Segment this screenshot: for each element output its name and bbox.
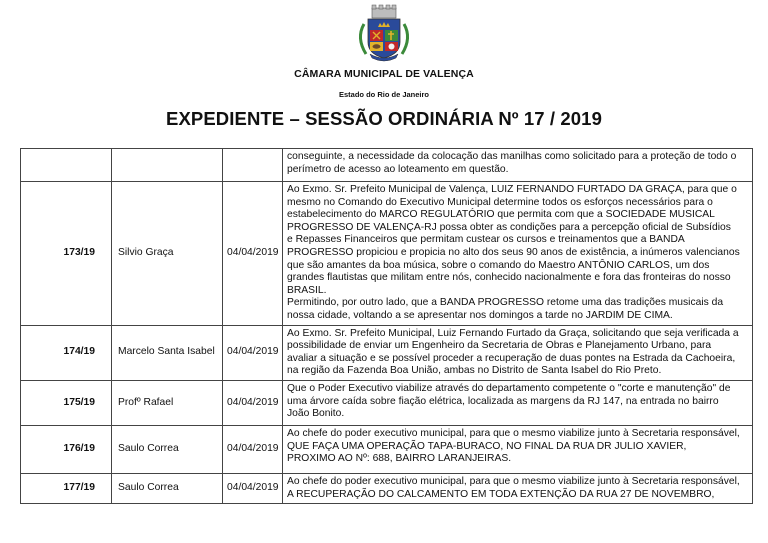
proposal-text-line: grandes flautistas que militam entre nós, conhecido nacionalmente e fora das fronteiras do nosso bbox=[287, 272, 731, 284]
organization-name: CÂMARA MUNICIPAL DE VALENÇA bbox=[294, 68, 474, 80]
table-row bbox=[21, 325, 753, 380]
proposal-date bbox=[223, 149, 283, 182]
proposal-number bbox=[21, 149, 112, 182]
proposal-date: 04/04/2019 bbox=[223, 473, 283, 503]
proposal-number: 177/19 bbox=[21, 473, 112, 503]
proposal-text bbox=[283, 425, 753, 473]
proposal-text-line: estabelecimento do MARCO REGULATÓRIO que permita com que a SOCIEDADE MUSICAL bbox=[287, 209, 715, 221]
proposal-text-line: Ao chefe do poder executivo municipal, para que o mesmo viabilize junto à Secretaria responsável, bbox=[287, 475, 740, 487]
proposal-text-line: avaliar a situação e se possível proceder a recuperação de duas pontes na Estrada da Cachoeira, bbox=[287, 352, 736, 364]
proposal-text-line: possibilidade de enviar um Engenheiro da Secretaria de Obras e Planejamento Urbano, para bbox=[287, 340, 712, 352]
table-row bbox=[21, 473, 753, 503]
proposal-text-line: PROGRESSO propiciou e propicia no alto dos seus 90 anos de existência, a inúmeros valencianos bbox=[287, 246, 740, 258]
proposal-text-line: PROGRESSO DE VALENÇA-RJ possa obter as condições para a percepção oficial de Subsídios bbox=[287, 221, 731, 233]
proposal-number: 174/19 bbox=[21, 325, 112, 380]
proposal-text bbox=[283, 380, 753, 425]
proposal-text bbox=[283, 325, 753, 380]
proposal-number: 175/19 bbox=[21, 380, 112, 425]
proposal-text-line: mesmo no Comando do Executivo Municipal determine todos os esforços necessários para o bbox=[287, 196, 713, 208]
proposal-text-line: nossa cidade, voltando a se apresentar nos domingos a tarde no JARDIM DE CIMA. bbox=[287, 309, 673, 321]
proposal-text-line: que são amantes da boa música, sobre o comando do Maestro ANTÔNIO CARLOS, um dos bbox=[287, 259, 710, 271]
proposal-text-line: QUE FAÇA UMA OPERAÇÃO TAPA-BURACO, NO FINAL DA RUA DR JULIO XAVIER, bbox=[287, 440, 687, 452]
proposal-text-line: BRASIL. bbox=[287, 284, 327, 296]
proposal-date: 04/04/2019 bbox=[223, 325, 283, 380]
proposal-author: Saulo Correa bbox=[112, 425, 223, 473]
proposal-author: Marcelo Santa Isabel bbox=[112, 325, 223, 380]
proposal-text bbox=[283, 182, 753, 326]
proposal-date: 04/04/2019 bbox=[223, 425, 283, 473]
proposal-text bbox=[283, 149, 753, 182]
proposal-number: 173/19 bbox=[21, 182, 112, 326]
proposal-text-line: Ao chefe do poder executivo municipal, para que o mesmo viabilize junto à Secretaria responsável, bbox=[287, 427, 740, 439]
proposal-text-line: e Repasses Financeiros que permitam custear os cursos e treinamentos que a BANDA bbox=[287, 234, 685, 246]
document-title: EXPEDIENTE – SESSÃO ORDINÁRIA Nº 17 / 2019 bbox=[166, 108, 602, 129]
proposal-author: Profº Rafael bbox=[112, 380, 223, 425]
proposal-text-line: PROXIMO AO Nº: 688, BAIRRO LARANJEIRAS. bbox=[287, 453, 512, 465]
table-row bbox=[21, 149, 753, 182]
proposal-text-line: na região da Fazenda Boa União, ambas no Distrito de Santa Isabel do Rio Preto. bbox=[287, 365, 662, 377]
proposal-date: 04/04/2019 bbox=[223, 182, 283, 326]
proposal-text-line: João Bonito. bbox=[287, 408, 345, 420]
proposal-text-line: Ao Exmo. Sr. Prefeito Municipal de Valença, LUIZ FERNANDO FURTADO DA GRAÇA, para que o bbox=[287, 184, 737, 195]
proposal-text-line: uma árvore caída sobre fiação elétrica, localizada as margens da RJ 147, na entrada no bairro bbox=[287, 395, 719, 407]
proposal-author: Silvio Graça bbox=[112, 182, 223, 326]
proposal-text-line: conseguinte, a necessidade da colocação das manilhas como solicitado para a proteção de todo o bbox=[287, 151, 737, 162]
table-row bbox=[21, 380, 753, 425]
proposal-author: Saulo Correa bbox=[112, 473, 223, 503]
proposal-text-line: Permitindo, por outro lado, que a BANDA PROGRESSO retome uma das tradições musicais da bbox=[287, 297, 724, 309]
proposal-text-line: Que o Poder Executivo viabilize através do departamento competente o "corte e manutenção" de bbox=[287, 382, 731, 394]
proposal-date: 04/04/2019 bbox=[223, 380, 283, 425]
table-row bbox=[21, 425, 753, 473]
proposal-author bbox=[112, 149, 223, 182]
state-name: Estado do Rio de Janeiro bbox=[338, 90, 429, 99]
proposal-text-line: perímetro de acesso ao loteamento em questão. bbox=[287, 163, 509, 175]
proposal-text-line: Ao Exmo. Sr. Prefeito Municipal, Luiz Fernando Furtado da Graça, solicitando que seja verificada a bbox=[287, 327, 739, 339]
proposal-text-line: A RECUPERAÇÃO DO CALCAMENTO EM TODA EXTENÇÃO DA RUA 27 DE NOVEMBRO, bbox=[287, 488, 715, 500]
proposal-text bbox=[283, 473, 753, 503]
proposals-table bbox=[20, 148, 753, 504]
coat-of-arms-icon bbox=[350, 4, 418, 62]
proposal-number: 176/19 bbox=[21, 425, 112, 473]
table-row bbox=[21, 182, 753, 326]
